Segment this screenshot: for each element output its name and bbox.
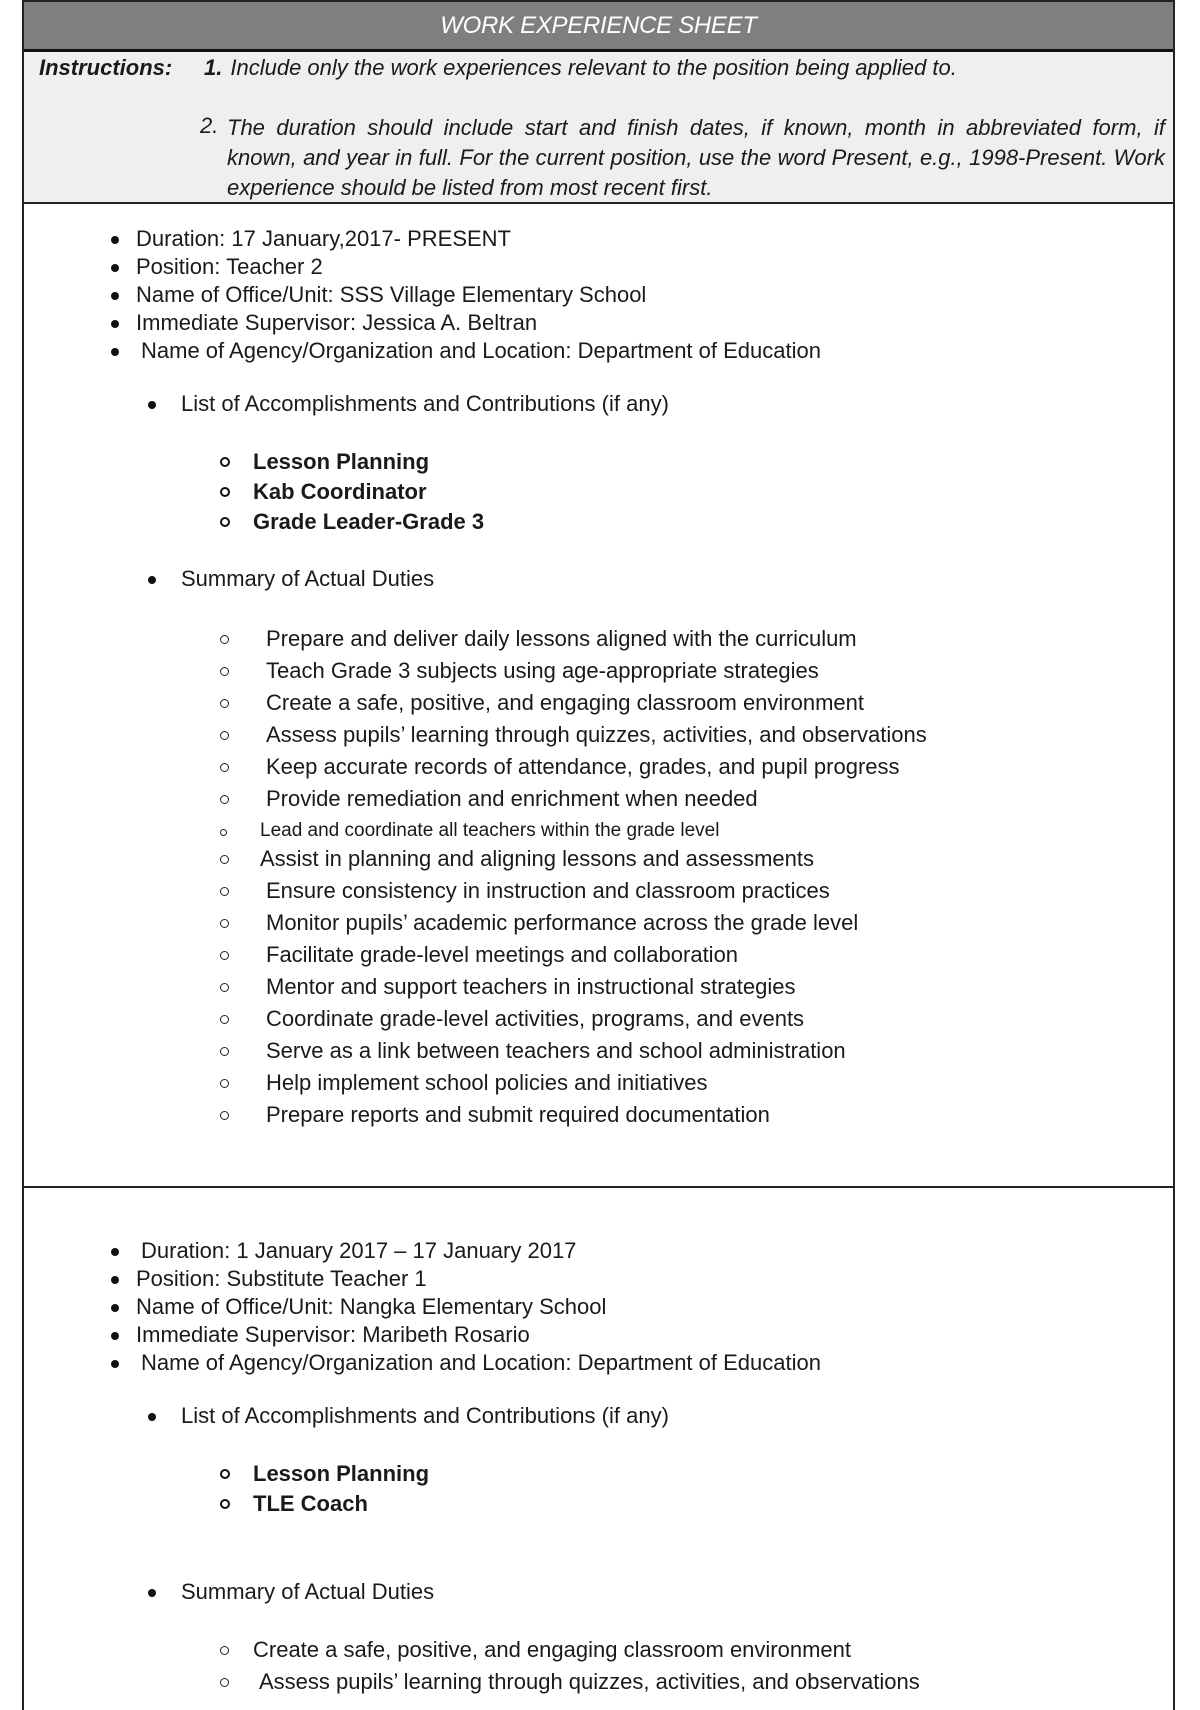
bullet-icon	[111, 1360, 119, 1368]
circle-bullet-icon	[220, 1646, 229, 1655]
circle-bullet-icon	[220, 1499, 230, 1509]
circle-bullet-icon	[220, 667, 229, 676]
circle-bullet-icon	[220, 983, 229, 992]
bullet-icon	[111, 1332, 119, 1340]
circle-bullet-icon	[220, 795, 229, 804]
bullet-icon	[111, 236, 119, 244]
bullet-icon	[111, 1248, 119, 1256]
instructions-box	[24, 52, 1173, 204]
circle-bullet-icon	[220, 1047, 229, 1056]
circle-bullet-icon	[220, 1469, 230, 1479]
bullet-icon	[148, 1589, 156, 1597]
circle-bullet-icon	[220, 829, 227, 836]
bullet-icon	[148, 576, 156, 584]
circle-bullet-icon	[220, 855, 229, 864]
work-entry: Duration: 1 January 2017 – 17 January 2017 Position: Substitute Teacher 1 Name of Office/Unit: Nangka Elementary School Immediate Supervisor: Maribeth Rosario Name of Agency/Organization and Location: Department of Education List of Accomplishments and Contributions (if any) Lesson Planning TLE Coach Summary of Actual Duties Create a safe, positive, and engaging classroom environment Assess pupils’ learning through quizzes, activities, and observations	[24, 1188, 1173, 1708]
circle-bullet-icon	[220, 517, 230, 527]
duties-heading: Summary of Actual Duties	[181, 1579, 434, 1605]
instruction-1-number: 1.	[204, 55, 223, 80]
circle-bullet-icon	[220, 887, 229, 896]
bullet-icon	[148, 1413, 156, 1421]
duties-heading: Summary of Actual Duties	[181, 566, 434, 592]
accomplishments-heading: List of Accomplishments and Contributions (if any)	[181, 1403, 669, 1429]
circle-bullet-icon	[220, 1678, 229, 1687]
circle-bullet-icon	[220, 699, 229, 708]
bullet-icon	[111, 1304, 119, 1312]
instruction-1	[204, 55, 957, 81]
bullet-icon	[111, 264, 119, 272]
circle-bullet-icon	[220, 1079, 229, 1088]
circle-bullet-icon	[220, 487, 230, 497]
circle-bullet-icon	[220, 731, 229, 740]
circle-bullet-icon	[220, 1111, 229, 1120]
circle-bullet-icon	[220, 635, 229, 644]
circle-bullet-icon	[220, 1015, 229, 1024]
instruction-2-text: The duration should include start and finish dates, if known, month in abbreviated form, if known, and year in full. For the current position, use the word Present, e.g., 1998-Present. Work experience should be listed from most recent first.	[227, 115, 1165, 200]
work-entry: Duration: 17 January,2017- PRESENT Position: Teacher 2 Name of Office/Unit: SSS Village Elementary School Immediate Supervisor: Jessica A. Beltran Name of Agency/Organization and Location: Department of Education List of Accomplishments and Contributions (if any) Lesson Planning Kab Coordinator Grade Leader-Grade 3 Summary of Actual Duties Prepare and deliver daily lessons aligned with the curriculum Teach Grade 3 subjects using age-appropriate strategies Create a safe, positive, and engaging classroom environment Assess pupils’ learning through quizzes, activities, and observations Keep accurate records of attendance, grades, and pupil progress Provide remediation and enrichment when needed Lead and coordinate all teachers within the grade level Assist in planning and aligning lessons and assessments Ensure consistency in instruction and classroom practices Monitor pupils’ academic performance across the grade level Facilitate grade-level meetings and collaboration Mentor and support teachers in instructional strategies Coordinate grade-level activities, programs, and events Serve as a link between teachers and school administration Help implement school policies and initiatives Prepare reports and submit required documentation	[24, 204, 1173, 1188]
circle-bullet-icon	[220, 919, 229, 928]
sheet-title: WORK EXPERIENCE SHEET	[24, 0, 1173, 52]
circle-bullet-icon	[220, 457, 230, 467]
accomplishments-heading: List of Accomplishments and Contributions (if any)	[181, 391, 669, 417]
bullet-icon	[111, 320, 119, 328]
bullet-icon	[111, 292, 119, 300]
bullet-icon	[111, 1276, 119, 1284]
bullet-icon	[111, 348, 119, 356]
instructions-label: Instructions:	[39, 55, 173, 80]
bullet-icon	[148, 401, 156, 409]
instruction-2-number: 2.	[200, 113, 219, 138]
circle-bullet-icon	[220, 763, 229, 772]
work-experience-sheet	[22, 0, 1175, 1710]
instruction-1-text: Include only the work experiences relevant to the position being applied to.	[230, 55, 957, 80]
circle-bullet-icon	[220, 951, 229, 960]
